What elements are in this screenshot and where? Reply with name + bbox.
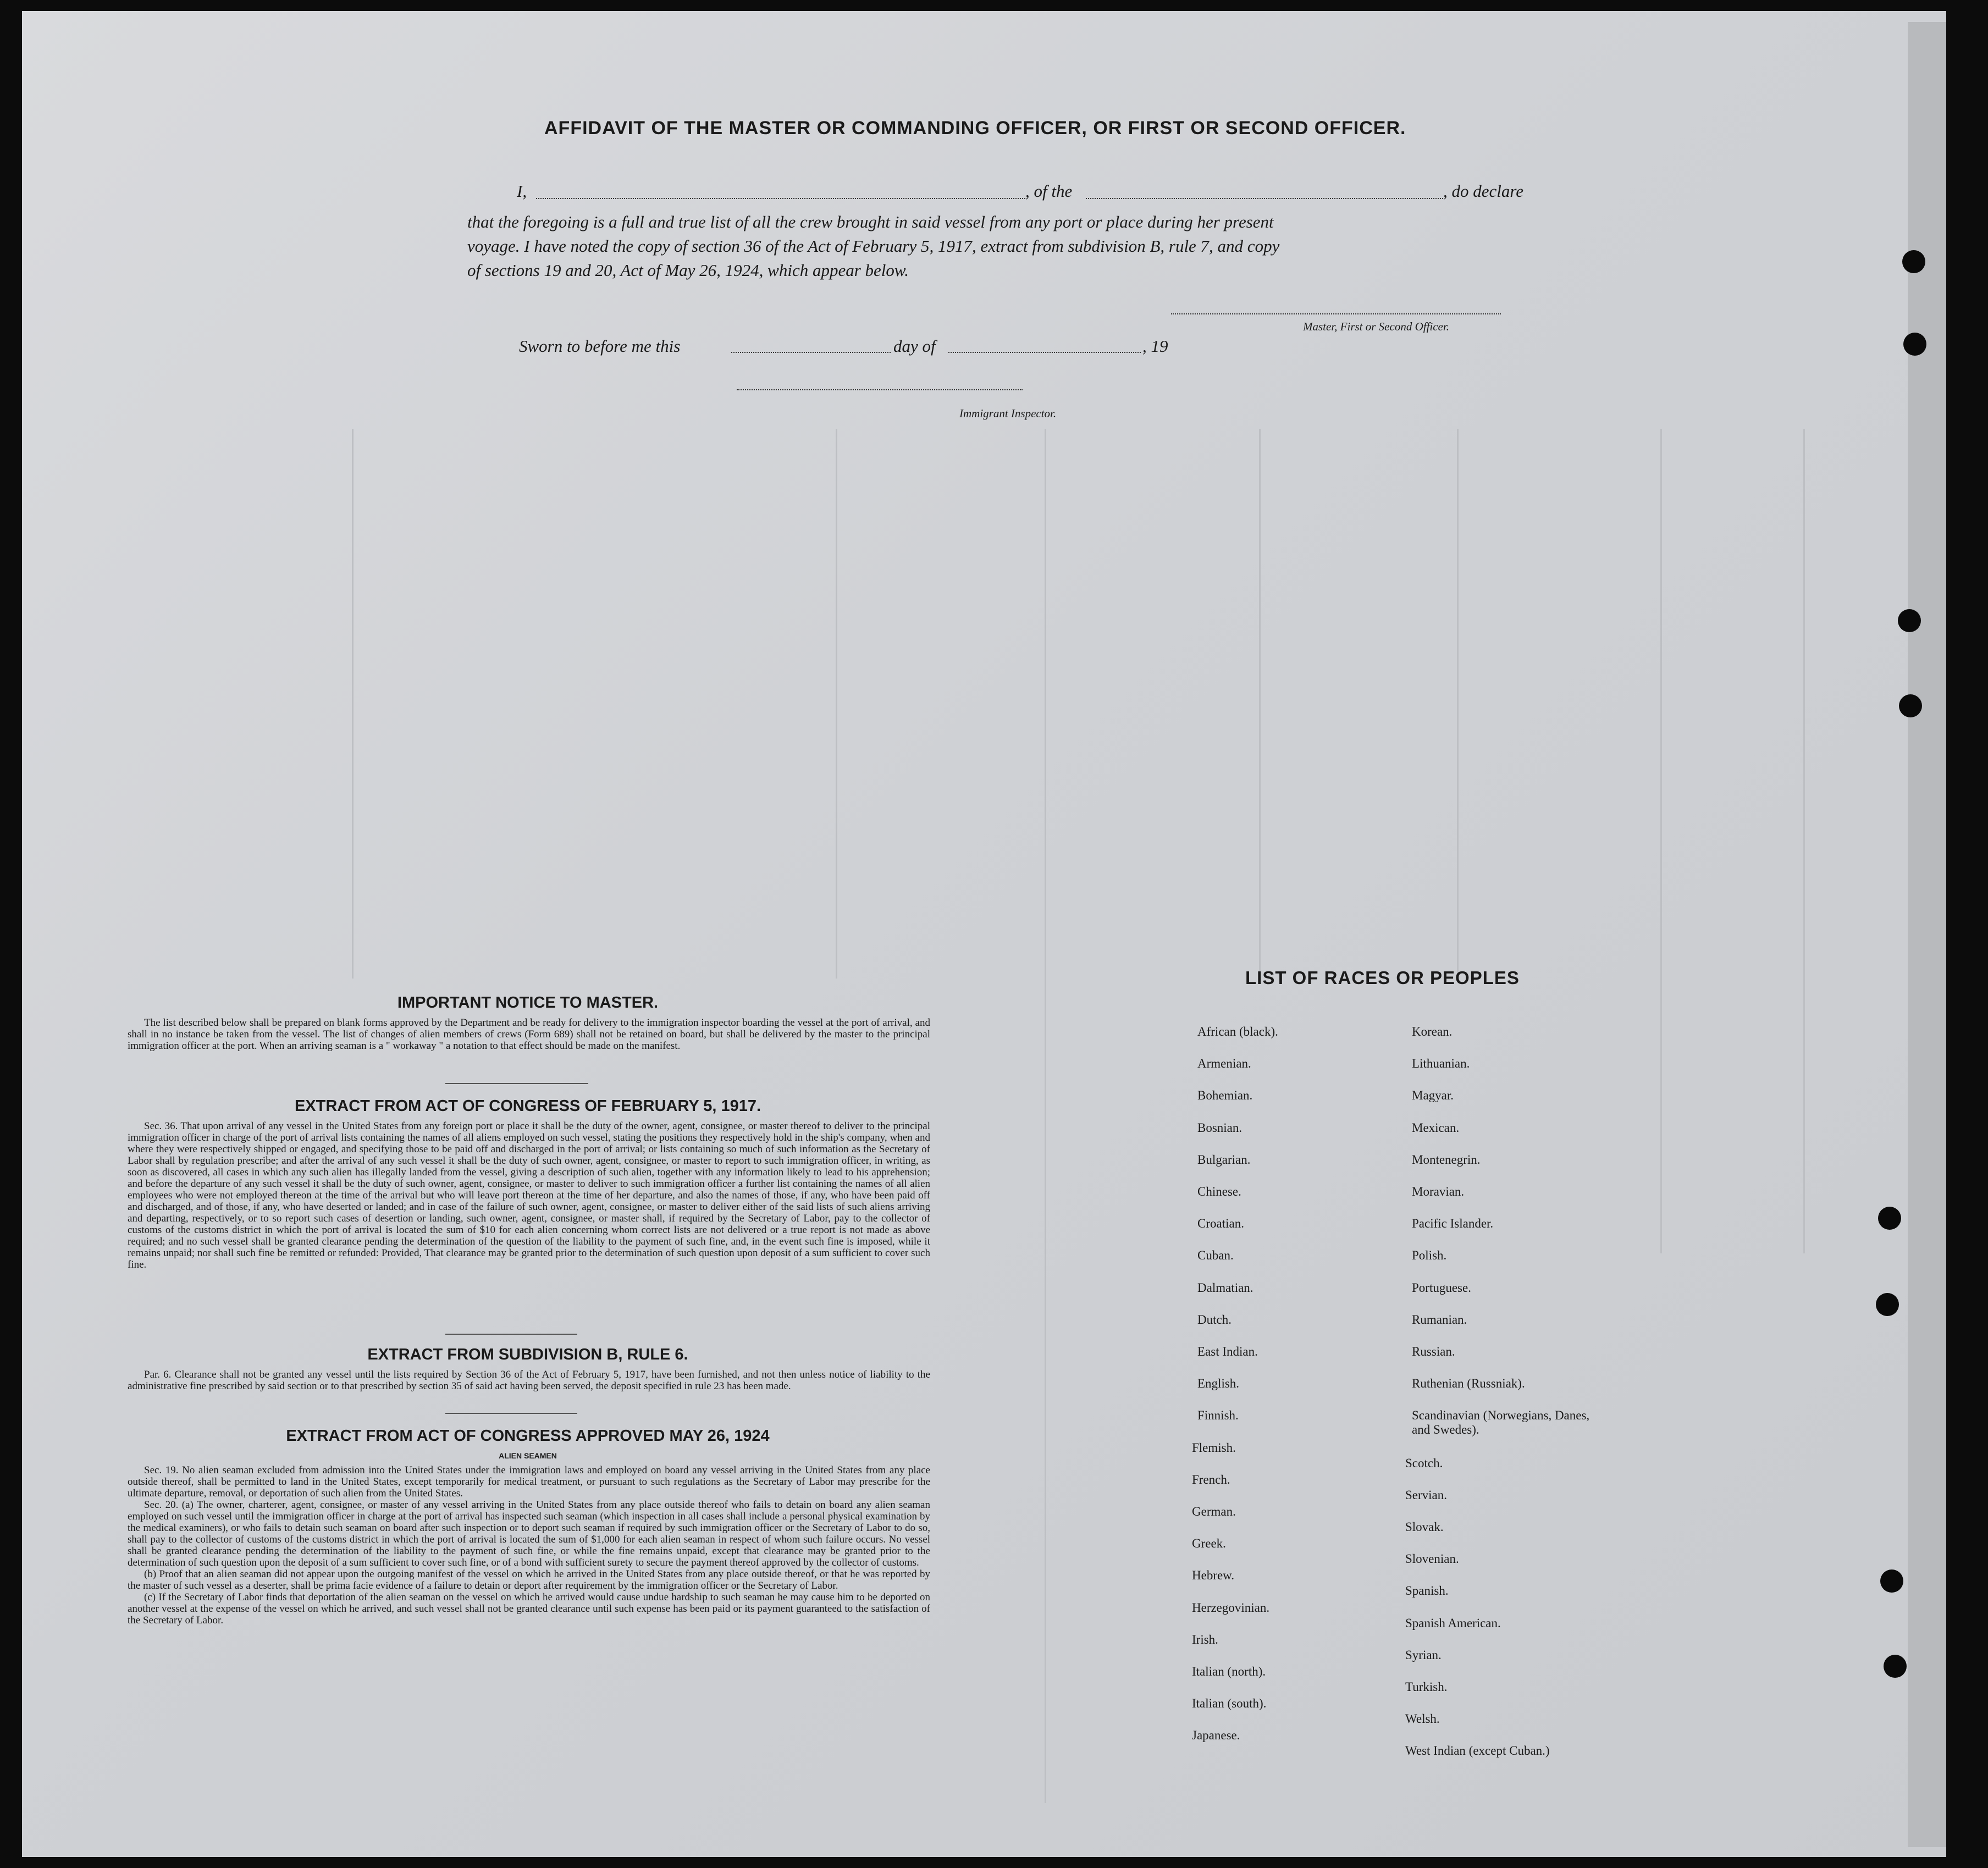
race-entry: Scandinavian (Norwegians, Danes, and Swedes). [1412, 1408, 1590, 1436]
race-entry: Dutch. [1197, 1313, 1232, 1327]
race-entry: West Indian (except Cuban.) [1405, 1744, 1550, 1758]
race-entry: Dalmatian. [1197, 1281, 1253, 1295]
race-entry: Hebrew. [1192, 1568, 1235, 1582]
binder-hole [1899, 694, 1922, 717]
notice-text: The list described below shall be prepared on blank forms approved by the Department and be ready for delivery to the immigration inspector boarding the vessel at the port of arrival, and shall in no instance be taken from the vessel. The list of changes of alien members of crews (Form 689) shall not be retained on board, but shall be delivered by the master to the principal immigration officer at the port. When an arriving seaman is a " workaway " a notation to that effect should be made on the manifest. [128, 1017, 930, 1052]
bleed-through-rule [352, 429, 354, 979]
binder-hole [1903, 333, 1926, 356]
sworn-year: , 19 [1142, 336, 1168, 356]
subdivision-title: EXTRACT FROM SUBDIVISION B, RULE 6. [367, 1346, 688, 1363]
race-entry: Italian (south). [1192, 1696, 1267, 1710]
race-entry: Bohemian. [1197, 1088, 1253, 1102]
subdivision-body [128, 1369, 930, 1392]
race-entry: Herzegovinian. [1192, 1601, 1270, 1615]
subdivision-text: Par. 6. Clearance shall not be granted any vessel until the lists required by Section 36 of the Act of February 5, 1917, have been furnished, and not then unless notice of liability to the administrative fine prescribed by said section or to that prescribed by section 35 of said act having been served, the deposit specified in rule 23 has been made. [128, 1369, 930, 1392]
race-entry: Mexican. [1412, 1121, 1460, 1135]
race-entry: Chinese. [1197, 1185, 1241, 1198]
race-entry: Bosnian. [1197, 1121, 1242, 1135]
sheet-edge [1908, 22, 1946, 1847]
affidavit-line1-i: I, [517, 181, 527, 201]
bleed-through-rule [836, 429, 837, 979]
affidavit-line2: that the foregoing is a full and true list of all the crew brought in said vessel from any port or place during her present [467, 212, 1274, 231]
race-entry: Lithuanian. [1412, 1057, 1470, 1070]
bleed-through-rule [1803, 429, 1805, 1253]
race-entry: Moravian. [1412, 1185, 1465, 1198]
binder-hole [1878, 1207, 1901, 1230]
race-entry: Finnish. [1197, 1408, 1239, 1422]
race-entry: Flemish. [1192, 1441, 1236, 1455]
notice-title: IMPORTANT NOTICE TO MASTER. [397, 994, 659, 1012]
binder-hole [1898, 609, 1921, 632]
race-entry: Ruthenian (Russniak). [1412, 1377, 1525, 1390]
race-entry: Japanese. [1192, 1728, 1240, 1742]
extract-1917-body [128, 1120, 930, 1270]
race-entry: Pacific Islander. [1412, 1217, 1494, 1230]
section-divider [445, 1083, 588, 1084]
binder-hole [1880, 1569, 1903, 1593]
race-entry: Servian. [1405, 1488, 1448, 1502]
race-entry: Spanish American. [1405, 1616, 1501, 1630]
race-entry: Irish. [1192, 1633, 1218, 1646]
race-entry: Welsh. [1405, 1712, 1440, 1726]
name-blank [536, 198, 1025, 199]
binder-hole [1876, 1293, 1899, 1316]
bleed-through-rule [1045, 429, 1046, 1803]
race-entry: Greek. [1192, 1537, 1226, 1550]
inspector-signature-label: Immigrant Inspector. [959, 407, 1057, 420]
race-entry: African (black). [1197, 1025, 1278, 1038]
race-entry: Cuban. [1197, 1248, 1234, 1262]
race-entry: French. [1192, 1473, 1230, 1486]
race-entry: Armenian. [1197, 1057, 1251, 1070]
race-entry: Spanish. [1405, 1584, 1449, 1598]
race-entry: Korean. [1412, 1025, 1453, 1038]
bleed-through-rule [1660, 429, 1662, 1253]
race-entry: Syrian. [1405, 1648, 1442, 1662]
notice-body [128, 1017, 930, 1052]
race-entry: Croatian. [1197, 1217, 1244, 1230]
section-divider [445, 1413, 577, 1414]
race-entry: German. [1192, 1505, 1236, 1518]
extract-1924-sec20a: Sec. 20. (a) The owner, charterer, agent, consignee, or master of any vessel arriving in the United States from any place outside thereof who fails to detain on board any alien seaman employed on such vessel until the immigration officer in charge at the port of arrival has inspected such seaman (which inspection in all cases shall include a personal physical examination by the medical examiners), or who fails to detain such seaman on board after such inspection or to deport such seaman if required by such immigration officer or the Secretary of Labor to do so, shall pay to the collector of customs of the customs district in which the port of arrival is located the sum of $1,000 for each alien seaman in respect of whom such failure occurs. No vessel shall be granted clearance pending the determination of the liability to the payment of such fine, or while the fine remains unpaid, except that clearance may be granted prior to the determination of such question upon the deposit of a sum sufficient to cover such fine, or of a bond with sufficient surety to secure the payment thereof approved by the collector of customs. [128, 1499, 930, 1568]
master-signature-line [1171, 313, 1501, 314]
race-entry: Italian (north). [1192, 1665, 1266, 1678]
master-signature-label: Master, First or Second Officer. [1303, 320, 1449, 333]
extract-1924-title: EXTRACT FROM ACT OF CONGRESS APPROVED MAY 26, 1924 [286, 1427, 770, 1445]
affidavit-line1-declare: , do declare [1443, 181, 1524, 201]
race-entry: Scotch. [1405, 1456, 1443, 1470]
extract-1917-title: EXTRACT FROM ACT OF CONGRESS OF FEBRUARY 5, 1917. [294, 1097, 761, 1115]
extract-1924-sec20c: (c) If the Secretary of Labor finds that deportation of the alien seaman on the vessel on which he arrived would cause undue hardship to such seaman he may cause him to be deported on another vessel at the expense of the vessel on which he arrived, and such vessel shall not be granted clearance until such expense has been paid or its payment guaranteed to the satisfaction of the Secretary of Labor. [128, 1591, 930, 1626]
sworn-month-blank [948, 352, 1141, 353]
extract-1917-text: Sec. 36. That upon arrival of any vessel in the United States from any foreign port or place it shall be the duty of the owner, agent, consignee, or master thereof to deliver to the principal immigration officer in charge of the port of arrival lists containing the names of all aliens employed on such vessel, stating the positions they respectively hold in the ship's company, when and where they were respectively shipped or engaged, and specifying those to be paid off and discharged in the port of arrival; or lists containing so much of such information as the Secretary of Labor shall by regulation prescribe; and after the arrival of any such vessel it shall be the duty of such owner, agent, consignee, or master to report to such immigration officer, in writing, as soon as discovered, all cases in which any such alien has illegally landed from the vessel, giving a description of such alien, together with any information likely to lead to his apprehension; and before the departure of any such vessel it shall be the duty of such owner, agent, consignee, or master to deliver to such immigration officer a further list containing the names of all alien employees who were not employed thereon at the time of the arrival but who will leave port thereon at the time of her departure, and also the names of those, if any, who have been paid off and discharged, and of those, if any, who have deserted or landed; and in case of the failure of such owner, agent, consignee, or master to deliver either of the said lists of such aliens arriving and departing, respectively, or to so report such cases of desertion or landing, such owner, agent, consignee, or master shall, if required by the Secretary of Labor, pay to the collector of customs of the customs district in which the port of arrival is located the sum of $10 for each alien concerning whom correct lists are not delivered or a true report is not made as above required; and no such vessel shall be granted clearance pending the determination of the question of the liability to the payment of such fine, and, in the event such fine is imposed, while it remains unpaid; nor shall such fine be remitted or refunded: Provided, That clearance may be granted prior to the determination of such question upon deposit of a sum sufficient to cover such fine. [128, 1120, 930, 1270]
race-entry: Rumanian. [1412, 1313, 1467, 1327]
race-entry: English. [1197, 1377, 1240, 1390]
section-divider [445, 1334, 577, 1335]
bleed-through-rule [1457, 429, 1459, 979]
affidavit-title: AFFIDAVIT OF THE MASTER OR COMMANDING OFFICER, OR FIRST OR SECOND OFFICER. [544, 118, 1406, 139]
sworn-day-blank [731, 352, 891, 353]
race-entry: Magyar. [1412, 1088, 1454, 1102]
extract-1924-sec20b: (b) Proof that an alien seaman did not appear upon the outgoing manifest of the vessel on which he arrived in the United States from any place outside thereof, or that he was reported by the master of such vessel as a deserter, shall be prima facie evidence of a failure to detain or deport after requirement by the immigration officer or the Secretary of Labor. [128, 1568, 930, 1591]
race-entry: Polish. [1412, 1248, 1447, 1262]
extract-1924-body [128, 1464, 930, 1626]
sworn-text: Sworn to before me this [519, 336, 681, 356]
affidavit-line1-of: , of the [1025, 181, 1073, 201]
affidavit-line3: voyage. I have noted the copy of section 36 of the Act of February 5, 1917, extract from subdivision B, rule 7, and copy [467, 236, 1280, 256]
binder-hole [1902, 250, 1925, 273]
inspector-signature-line [737, 389, 1023, 390]
race-entry: Turkish. [1405, 1680, 1448, 1694]
race-entry: Slovak. [1405, 1520, 1444, 1534]
races-title: LIST OF RACES OR PEOPLES [1245, 968, 1520, 988]
vessel-blank [1086, 198, 1443, 199]
sworn-day-of: day of [893, 336, 936, 356]
race-entry: East Indian. [1197, 1345, 1258, 1358]
bleed-through-rule [1259, 429, 1261, 979]
race-entry: Russian. [1412, 1345, 1455, 1358]
extract-1924-sec19: Sec. 19. No alien seaman excluded from admission into the United States under the immigration laws and employed on board any vessel arriving in the United States from any place outside thereof, shall be permitted to land in the United States, except temporarily for medical treatment, or pursuant to such regulations as the Secretary of Labor may prescribe for the ultimate departure, removal, or deportation of such alien from the United States. [128, 1464, 930, 1499]
affidavit-line4: of sections 19 and 20, Act of May 26, 1924, which appear below. [467, 261, 909, 280]
race-entry: Slovenian. [1405, 1552, 1459, 1566]
race-entry: Montenegrin. [1412, 1153, 1481, 1167]
binder-hole [1884, 1655, 1907, 1678]
race-entry: Bulgarian. [1197, 1153, 1251, 1167]
extract-1924-subtitle: ALIEN SEAMEN [499, 1451, 557, 1460]
race-entry: Portuguese. [1412, 1281, 1471, 1295]
